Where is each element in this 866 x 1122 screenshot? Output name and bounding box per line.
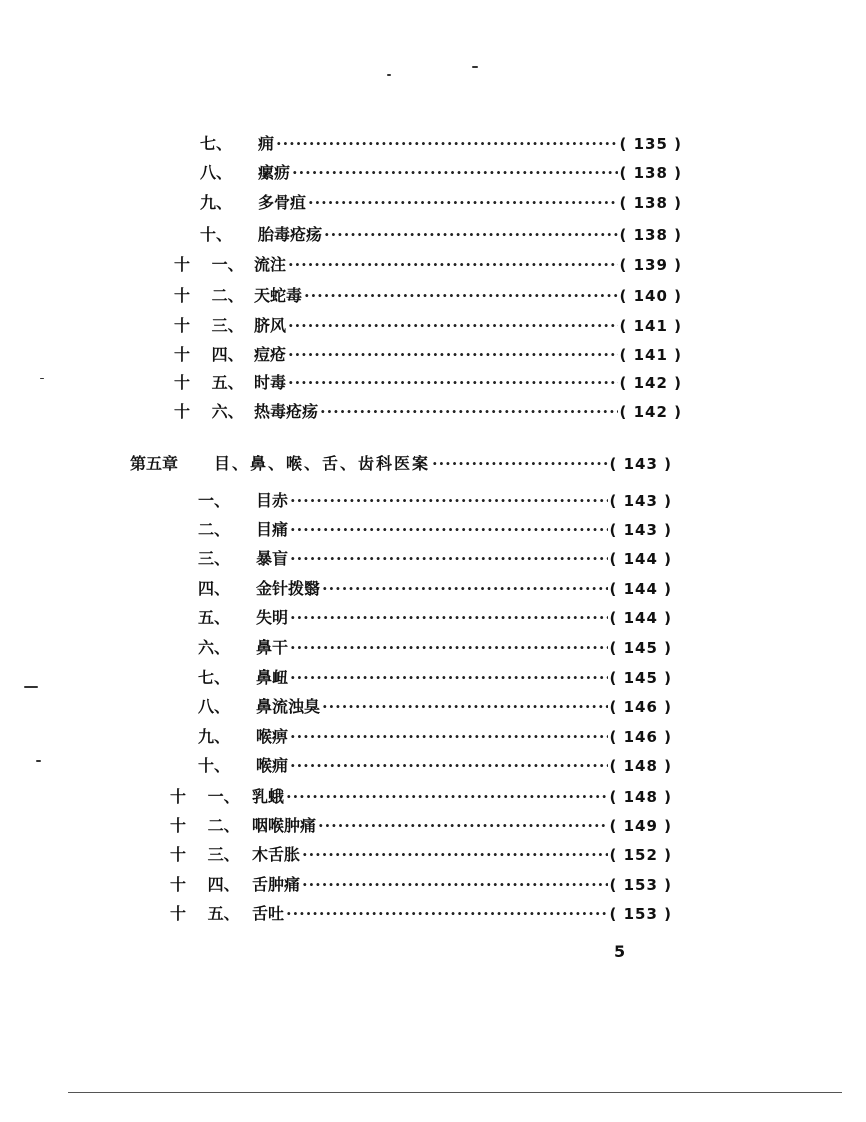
toc-entry-number: 九、: [198, 727, 231, 746]
toc-entry-number: 十 五、: [170, 904, 240, 923]
toc-entry-page: ( 142 ): [619, 374, 682, 392]
page-number: 5: [614, 942, 626, 961]
toc-entry-title: 暴盲: [256, 549, 289, 568]
chapter-label: 第五章: [130, 454, 179, 473]
toc-entry-title: 痈: [258, 134, 275, 153]
toc-entry: [170, 842, 672, 868]
toc-entry-page: ( 140 ): [619, 287, 682, 305]
toc-entry-title: 时毒: [254, 373, 287, 392]
toc-entry: [200, 190, 682, 216]
toc-entry-page: ( 148 ): [609, 757, 672, 775]
toc-entry-number: 十 一、: [170, 787, 240, 806]
toc-entry-number: 十、: [200, 225, 233, 244]
chapter-heading: [130, 451, 672, 477]
toc-entry-title: 胎毒疮疡: [258, 225, 323, 244]
toc-leader-dots: [290, 665, 608, 691]
toc-leader-dots: [320, 399, 618, 425]
toc-entry-number: 十、: [198, 756, 231, 775]
toc-entry-page: ( 149 ): [609, 817, 672, 835]
chapter-page: ( 143 ): [609, 455, 672, 473]
toc-entry-page: ( 143 ): [609, 521, 672, 539]
toc-leader-dots: [292, 160, 618, 186]
toc-entry-number: 五、: [198, 608, 231, 627]
toc-entry-title: 热毒疮疡: [254, 402, 319, 421]
toc-entry: [198, 694, 672, 720]
scan-speck: [36, 760, 41, 762]
toc-entry: [198, 576, 672, 602]
toc-entry-number: 七、: [200, 134, 233, 153]
toc-entry-title: 瘰疬: [258, 163, 291, 182]
toc-entry-title: 痘疮: [254, 345, 287, 364]
toc-entry-page: ( 146 ): [609, 698, 672, 716]
toc-entry-number: 十 四、: [170, 875, 240, 894]
toc-leader-dots: [290, 488, 608, 514]
toc-leader-dots: [288, 313, 618, 339]
toc-leader-dots: [318, 813, 608, 839]
toc-entry-page: ( 138 ): [619, 164, 682, 182]
toc-entry-title: 喉痈: [256, 756, 289, 775]
toc-entry-title: 金针拨翳: [256, 579, 321, 598]
toc-entry: [170, 872, 672, 898]
toc-leader-dots: [286, 784, 608, 810]
toc-entry-page: ( 138 ): [619, 226, 682, 244]
toc-entry-page: ( 145 ): [609, 639, 672, 657]
toc-entry: [198, 517, 672, 543]
toc-entry-number: 十 五、: [174, 373, 244, 392]
toc-entry-page: ( 145 ): [609, 669, 672, 687]
toc-leader-dots: [290, 724, 608, 750]
toc-entry: [198, 665, 672, 691]
toc-entry: [170, 813, 672, 839]
toc-entry-number: 十 四、: [174, 345, 244, 364]
toc-leader-dots: [290, 517, 608, 543]
toc-leader-dots: [290, 753, 608, 779]
toc-entry-number: 四、: [198, 579, 231, 598]
toc-leader-dots: [302, 872, 608, 898]
scan-speck: [40, 378, 44, 379]
chapter-title: 目、鼻、喉、舌、齿科医案: [214, 454, 431, 473]
toc-leader-dots: [432, 451, 608, 477]
toc-entry-number: 十 三、: [170, 845, 240, 864]
toc-leader-dots: [308, 190, 618, 216]
toc-entry-page: ( 139 ): [619, 256, 682, 274]
toc-leader-dots: [290, 605, 608, 631]
toc-entry-page: ( 135 ): [619, 135, 682, 153]
toc-entry-number: 九、: [200, 193, 233, 212]
toc-entry-page: ( 141 ): [619, 317, 682, 335]
scan-speck: [24, 686, 38, 688]
bottom-divider: [68, 1092, 842, 1093]
toc-leader-dots: [322, 694, 608, 720]
toc-entry: [174, 283, 682, 309]
toc-leader-dots: [322, 576, 608, 602]
toc-entry-number: 八、: [200, 163, 233, 182]
toc-entry: [200, 160, 682, 186]
toc-leader-dots: [286, 901, 608, 927]
toc-entry: [200, 131, 682, 157]
toc-entry-title: 脐风: [254, 316, 287, 335]
toc-entry-title: 目赤: [256, 491, 289, 510]
toc-entry-page: ( 153 ): [609, 905, 672, 923]
toc-leader-dots: [288, 370, 618, 396]
toc-entry: [200, 222, 682, 248]
toc-entry-title: 鼻衄: [256, 668, 289, 687]
toc-entry-number: 七、: [198, 668, 231, 687]
toc-entry-number: 十 一、: [174, 255, 244, 274]
toc-leader-dots: [288, 342, 618, 368]
toc-entry-title: 鼻流浊臭: [256, 697, 321, 716]
toc-entry: [198, 635, 672, 661]
toc-entry-title: 乳蛾: [252, 787, 285, 806]
toc-entry: [198, 488, 672, 514]
toc-leader-dots: [304, 283, 618, 309]
toc-entry-title: 木舌胀: [252, 845, 301, 864]
toc-entry-number: 十 二、: [170, 816, 240, 835]
toc-entry-number: 八、: [198, 697, 231, 716]
toc-entry-number: 六、: [198, 638, 231, 657]
toc-entry-page: ( 146 ): [609, 728, 672, 746]
scan-speck: [387, 74, 391, 76]
toc-entry: [170, 784, 672, 810]
toc-entry-title: 咽喉肿痛: [252, 816, 317, 835]
toc-entry-title: 天蛇毒: [254, 286, 303, 305]
toc-entry-page: ( 141 ): [619, 346, 682, 364]
toc-leader-dots: [288, 252, 618, 278]
toc-entry-title: 多骨疽: [258, 193, 307, 212]
toc-entry-number: 三、: [198, 549, 231, 568]
toc-entry: [174, 370, 682, 396]
toc-entry-page: ( 152 ): [609, 846, 672, 864]
toc-entry: [174, 252, 682, 278]
toc-entry-page: ( 144 ): [609, 550, 672, 568]
toc-entry-title: 喉痹: [256, 727, 289, 746]
toc-entry-page: ( 142 ): [619, 403, 682, 421]
toc-entry-number: 二、: [198, 520, 231, 539]
toc-entry-page: ( 138 ): [619, 194, 682, 212]
toc-entry: [174, 342, 682, 368]
toc-entry: [170, 901, 672, 927]
toc-entry-page: ( 148 ): [609, 788, 672, 806]
toc-entry-page: ( 153 ): [609, 876, 672, 894]
toc-entry-number: 十 三、: [174, 316, 244, 335]
toc-entry: [174, 399, 682, 425]
toc-entry-title: 流注: [254, 255, 287, 274]
toc-leader-dots: [276, 131, 618, 157]
toc-entry-number: 十 六、: [174, 402, 244, 421]
toc-entry-page: ( 143 ): [609, 492, 672, 510]
toc-entry-page: ( 144 ): [609, 609, 672, 627]
toc-entry: [198, 546, 672, 572]
toc-entry-title: 失明: [256, 608, 289, 627]
toc-entry-title: 鼻干: [256, 638, 289, 657]
toc-leader-dots: [302, 842, 608, 868]
toc-leader-dots: [290, 546, 608, 572]
toc-leader-dots: [324, 222, 618, 248]
toc-entry: [198, 724, 672, 750]
toc-entry-number: 一、: [198, 491, 231, 510]
toc-entry-title: 目痛: [256, 520, 289, 539]
toc-leader-dots: [290, 635, 608, 661]
toc-entry-title: 舌肿痛: [252, 875, 301, 894]
toc-entry: [174, 313, 682, 339]
toc-entry: [198, 753, 672, 779]
toc-entry: [198, 605, 672, 631]
toc-entry-page: ( 144 ): [609, 580, 672, 598]
scan-speck: [472, 66, 478, 68]
toc-entry-number: 十 二、: [174, 286, 244, 305]
toc-entry-title: 舌吐: [252, 904, 285, 923]
